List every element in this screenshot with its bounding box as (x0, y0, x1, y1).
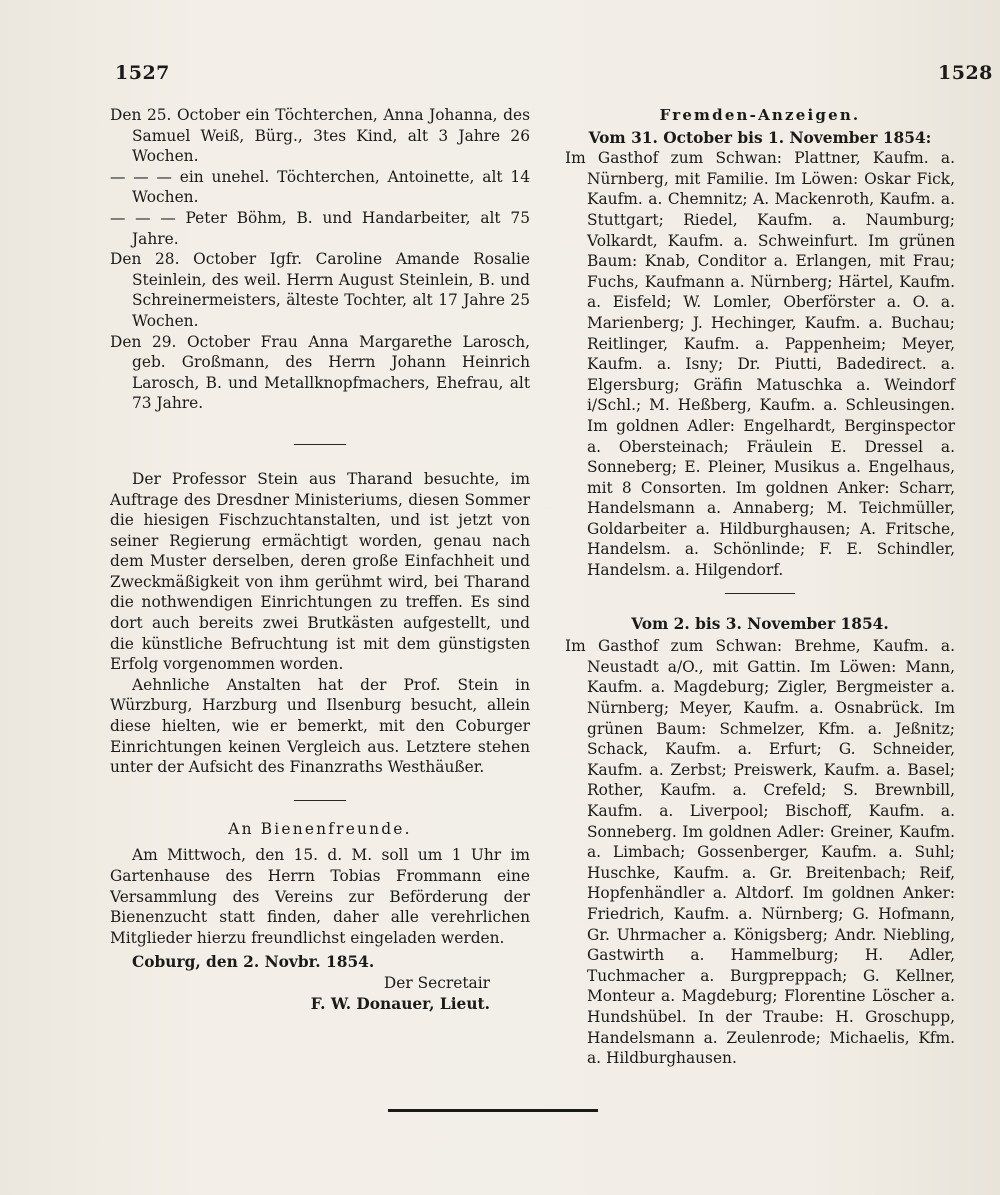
death-notice: Den 25. October ein Töchterchen, Anna Johanna, des Samuel Weiß, Bürg., 3tes Kind, alt 3 Jahre 26 Wochen. (110, 106, 530, 166)
guest-list: Im Gasthof zum Schwan: Plattner, Kaufm. a. Nürnberg, mit Familie. Im Löwen: Oskar Fick, Kaufm. a. Chemnitz; A. Mackenroth, Kaufm. a. Stuttgart; Riedel, Kaufm. a. Naumburg; Volkardt, Kaufm. a. Schweinfurt. Im grünen Baum: Knab, Conditor a. Erlangen, mit Frau; Fuchs, Kaufmann a. Nürnberg; Härtel, Kaufm. a. Eisfeld; W. Lomler, Oberförster a. O. a. Marienberg; J. Hechinger, Kaufm. a. Buchau; Reitlinger, Kaufm. a. Pappenheim; Meyer, Kaufm. a. Isny; Dr. Piutti, Badedirect. a. Elgersburg; Gräfin Matuschka a. Weindorf i/Schl.; M. Heßberg, Kaufm. a. Schleusingen. Im goldnen Adler: Engelhardt, Berginspector a. Obersteinach; Fräulein E. Dressel a. Sonneberg; E. Pleiner, Musikus a. Engelhaus, mit 8 Consorten. Im goldnen Anker: Scharr, Handelsmann a. Annaberg; M. Teichmüller, Goldarbeiter a. Hildburghausen; A. Fritsche, Handelsm. a. Schönlinde; F. E. Schindler, Handelsm. a. Hilgendorf. (565, 149, 955, 580)
page-number-left: 1527 (115, 62, 170, 84)
section-divider (725, 593, 795, 594)
article-paragraph: Aehnliche Anstalten hat der Prof. Stein in Würzburg, Harzburg und Ilsenburg besucht, allein diese hielten, wie er bemerkt, mit den Coburger Einrichtungen keinen Vergleich aus. Letztere stehen unter der Aufsicht des Finanzraths Westhäußer. (110, 675, 530, 777)
signature-title: Der Secretair (383, 973, 490, 992)
section-divider (294, 800, 346, 801)
signature-name: F. W. Donauer, Lieut. (310, 994, 490, 1013)
right-column (565, 105, 955, 1069)
notice-place-date: Coburg, den 2. Novbr. 1854. (132, 953, 375, 972)
date-range: Vom 2. bis 3. November 1854. (631, 614, 889, 633)
bottom-divider (388, 1109, 598, 1112)
article-paragraph: Der Professor Stein aus Tharand besuchte, im Auftrage des Dresdner Ministeriums, diesen Sommer die hiesigen Fischzuchtanstalten, und ist jetzt von seiner Regierung ermächtigt worden, genau nach dem Muster derselben, deren große Einfachheit und Zweckmäßigkeit von ihm gerühmt wird, bei Tharand die nothwendigen Einrichtungen zu treffen. Es sind dort auch bereits zwei Brutkästen aufgestellt, und die künstliche Befruchtung ist mit dem günstigsten Erfolg vorgenommen worden. (110, 469, 530, 674)
guest-list: Im Gasthof zum Schwan: Brehme, Kaufm. a. Neustadt a/O., mit Gattin. Im Löwen: Mann, Kaufm. a. Magdeburg; Zigler, Bergmeister a. Nürnberg; Meyer, Kaufm. a. Osnabrück. Im grünen Baum: Schmelzer, Kfm. a. Jeßnitz; Schack, Kaufm. a. Erfurt; G. Schneider, Kaufm. a. Zerbst; Preiswerk, Kaufm. a. Basel; Rother, Kaufm. a. Crefeld; S. Brewnbill, Kaufm. a. Liverpool; Bischoff, Kaufm. a. Sonneberg. Im goldnen Adler: Greiner, Kaufm. a. Limbach; Gossenberger, Kaufm. a. Suhl; Huschke, Kaufm. a. Gr. Breitenbach; Reif, Hopfenhändler a. Altdorf. Im goldnen Anker: Friedrich, Kaufm. a. Nürnberg; G. Hofmann, Gr. Uhrmacher a. Königsberg; Andr. Niebling, Gastwirth a. Hammelburg; H. Adler, Tuchmacher a. Burgpreppach; G. Kellner, Monteur a. Magdeburg; Florentine Löscher a. Hundshübel. In der Traube: H. Groschupp, Handelsmann a. Zeulenrode; Michaelis, Kfm. a. Hildburghausen. (565, 637, 955, 1068)
date-range: Vom 31. October bis 1. November 1854: (588, 128, 932, 147)
section-heading: Fremden-Anzeigen. (659, 106, 861, 124)
page-number-right: 1528 (938, 62, 993, 84)
notice-heading: An Bienenfreunde. (228, 819, 412, 838)
left-column (110, 105, 530, 1014)
death-notice: Den 29. October Frau Anna Margarethe Larosch, geb. Großmann, des Herrn Johann Heinrich Larosch, B. und Metallknopfmachers, Ehefrau, alt 73 Jahre. (110, 332, 530, 413)
notice-body: Am Mittwoch, den 15. d. M. soll um 1 Uhr im Gartenhause des Herrn Tobias Frommann eine Versammlung des Vereins zur Beförderung der Bienenzucht statt finden, daher alle verehrlichen Mitglieder hierzu freundlichst eingeladen werden. (110, 846, 530, 947)
death-notice: Den 28. October Igfr. Caroline Amande Rosalie Steinlein, des weil. Herrn August Steinlein, B. und Schreinermeisters, älteste Tochter, alt 17 Jahre 25 Wochen. (110, 250, 530, 330)
death-notice: — — — ein unehel. Töchterchen, Antoinette, alt 14 Wochen. (110, 167, 530, 207)
death-notice: — — — Peter Böhm, B. und Handarbeiter, alt 75 Jahre. (110, 208, 530, 248)
section-divider (294, 444, 346, 445)
